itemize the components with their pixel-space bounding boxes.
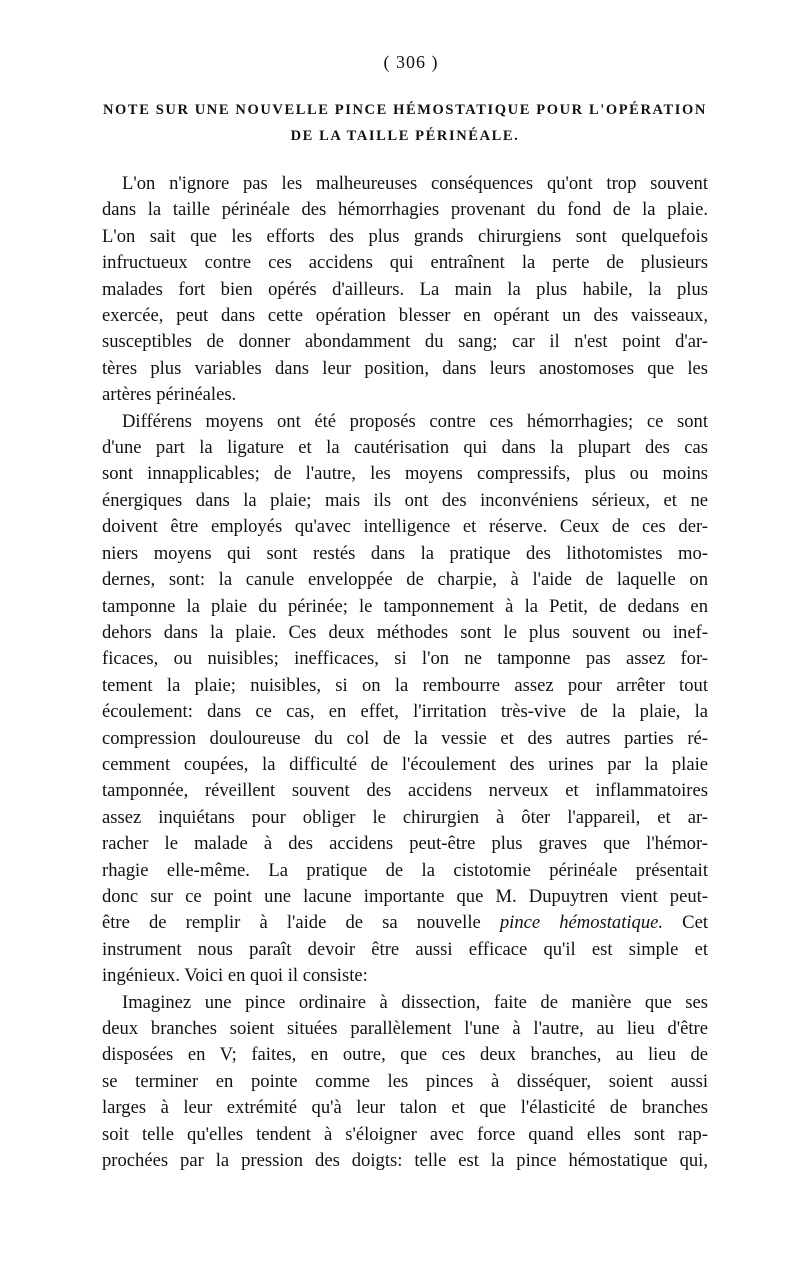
text-line: infructueux contre ces accidens qui entraînent la perte de plusieurs xyxy=(102,252,708,274)
paragraph-1 xyxy=(102,171,708,409)
text-line: racher le malade à des accidens peut-être plus graves que l'hémor- xyxy=(102,833,708,855)
text-line: malades fort bien opérés d'ailleurs. La main la plus habile, la plus xyxy=(102,278,708,300)
text-line: disposées en V; faites, en outre, que ces deux branches, au lieu de xyxy=(102,1044,708,1066)
title-line-2: DE LA TAILLE PÉRINÉALE. xyxy=(290,128,520,144)
text-line: d'une part la ligature et la cautérisation qui dans la plupart des cas xyxy=(102,437,708,459)
text-line: susceptibles de donner abondamment du sang; car il n'est point d'ar- xyxy=(102,331,708,353)
text-segment: être de remplir à l'aide de sa nouvelle xyxy=(102,912,500,934)
text-line: artères périnéales. xyxy=(102,384,237,406)
text-line: soit telle qu'elles tendent à s'éloigner avec force quand elles sont rap- xyxy=(102,1123,708,1145)
text-line: larges à leur extrémité qu'à leur talon et que l'élasticité de branches xyxy=(102,1097,708,1119)
paragraph-3 xyxy=(102,990,708,1175)
text-line: ingénieux. Voici en quoi il consiste: xyxy=(102,965,368,987)
text-line: tères plus variables dans leur position, dans leurs anostomoses que les xyxy=(102,357,708,379)
text-line: tement la plaie; nuisibles, si on la rembourre assez pour arrêter tout xyxy=(102,674,708,696)
title-line-1: NOTE SUR UNE NOUVELLE PINCE HÉMOSTATIQUE POUR L'OPÉRATION xyxy=(102,102,707,118)
text-line: se terminer en pointe comme les pinces à disséquer, soient aussi xyxy=(102,1070,708,1092)
paragraph-2 xyxy=(102,409,708,990)
italic-term: pince hémostatique. xyxy=(499,912,664,934)
text-line: niers moyens qui sont restés dans la pratique des lithotomistes mo- xyxy=(102,542,708,564)
text-line: dernes, sont: la canule enveloppée de charpie, à l'aide de laquelle on xyxy=(102,569,708,591)
text-line: exercée, peut dans cette opération blesser en opérant un des vaisseaux, xyxy=(102,305,708,327)
text-line: ficaces, ou nuisibles; inefficaces, si l'on ne tamponne pas assez for- xyxy=(102,648,708,670)
text-line: compression douloureuse du col de la vessie et des autres parties ré- xyxy=(102,727,708,749)
text-segment: Cet xyxy=(663,912,708,934)
text-line: dehors dans la plaie. Ces deux méthodes sont le plus souvent ou inef- xyxy=(102,621,708,643)
text-line: tamponne la plaie du périnée; le tamponnement à la Petit, de dedans en xyxy=(102,595,708,617)
text-line: deux branches soient situées parallèlement l'une à l'autre, au lieu d'être xyxy=(102,1018,708,1039)
text-line: tamponnée, réveillent souvent des accidens nerveux et inflammatoires xyxy=(102,780,708,802)
text-line: doivent être employés qu'avec intelligence et réserve. Ceux de ces der- xyxy=(102,516,708,538)
text-line: L'on sait que les efforts des plus grands chirurgiens sont quelquefois xyxy=(102,225,708,247)
text-line: Imaginez une pince ordinaire à dissection, faite de manière que ses xyxy=(122,991,708,1013)
text-line: donc sur ce point une lacune importante que M. Dupuytren vient peut- xyxy=(102,885,708,907)
text-line-with-italic xyxy=(102,910,708,936)
text-line: sont innapplicables; de l'autre, les moyens compressifs, plus ou moins xyxy=(102,463,708,485)
text-line: rhagie elle-même. La pratique de la cistotomie périnéale présentait xyxy=(102,859,708,881)
text-line: écoulement: dans ce cas, en effet, l'irritation très-vive de la plaie, la xyxy=(102,701,708,723)
text-line: cemment coupées, la difficulté de l'écoulement des urines par la plaie xyxy=(102,753,708,775)
text-line: prochées par la pression des doigts: telle est la pince hémostatique qui, xyxy=(102,1150,708,1172)
text-line: assez inquiétans pour obliger le chirurgien à ôter l'appareil, et ar- xyxy=(102,806,708,828)
text-line: L'on n'ignore pas les malheureuses conséquences qu'ont trop souvent xyxy=(122,173,708,194)
text-line: Différens moyens ont été proposés contre ces hémorrhagies; ce sont xyxy=(122,410,708,432)
article-body xyxy=(102,171,708,1174)
text-line: dans la taille périnéale des hémorrhagies provenant du fond de la plaie. xyxy=(102,199,708,221)
book-page xyxy=(102,52,708,1174)
text-line: énergiques dans la plaie; mais ils ont des inconvéniens sérieux, et ne xyxy=(102,489,708,511)
article-title xyxy=(102,97,708,149)
page-number: ( 306 ) xyxy=(383,52,439,72)
text-line: instrument nous paraît devoir être aussi efficace qu'il est simple et xyxy=(102,938,708,960)
